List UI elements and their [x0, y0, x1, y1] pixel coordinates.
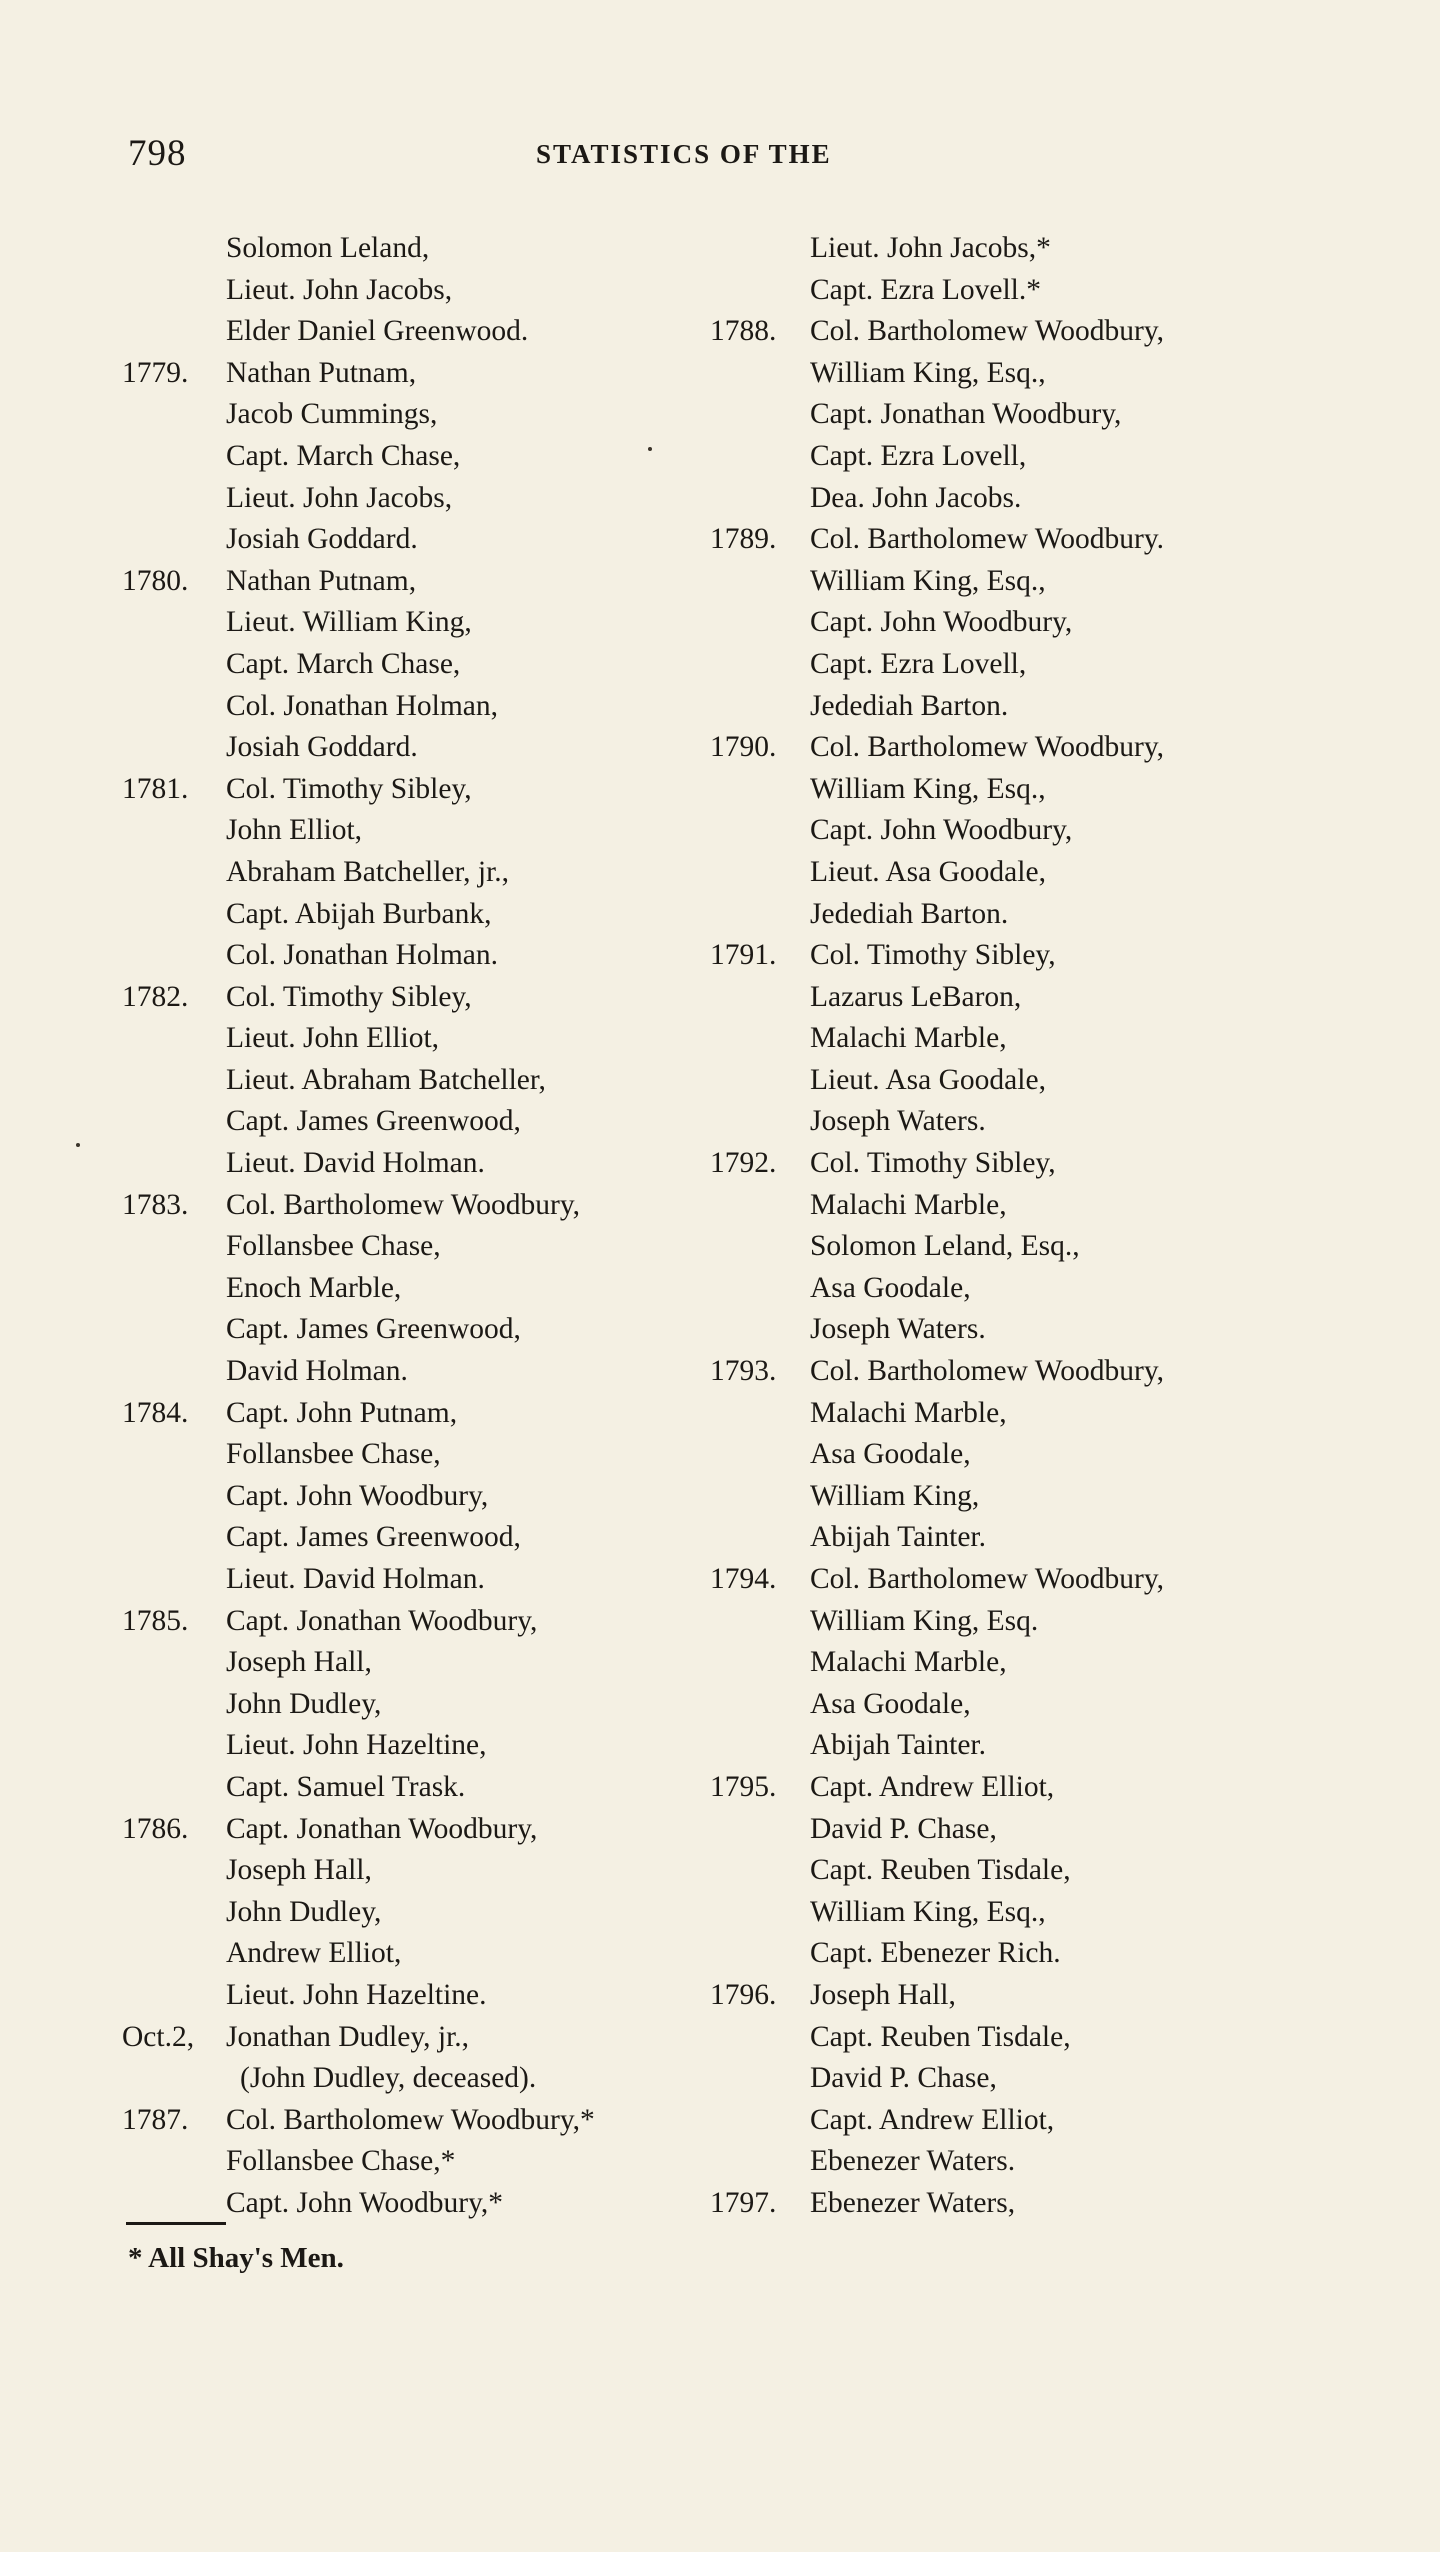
person-name: Asa Goodale, — [810, 1687, 971, 1720]
person-name: Capt. Ezra Lovell, — [810, 439, 1027, 472]
person-name: Lieut. John Jacobs, — [226, 273, 453, 306]
person-name: Capt. Abijah Burbank, — [226, 897, 492, 930]
person-name: Lazarus LeBaron, — [810, 980, 1022, 1013]
person-name: Capt. Ebenezer Rich. — [810, 1937, 1061, 1970]
person-name: William King, Esq., — [810, 772, 1046, 805]
person-name: Col. Timothy Sibley, — [810, 1147, 1056, 1180]
person-name: Lieut. John Elliot, — [226, 1022, 440, 1055]
person-name: Lieut. John Jacobs, — [226, 481, 453, 514]
person-name: Col. Bartholomew Woodbury, — [226, 1188, 581, 1221]
person-name: Capt. Andrew Elliot, — [810, 1770, 1055, 1803]
year-label: 1779. — [122, 356, 189, 389]
person-name: Ebenezer Waters. — [810, 2145, 1016, 2178]
year-label: 1796. — [710, 1978, 777, 2011]
person-name: Col. Jonathan Holman. — [226, 939, 499, 972]
person-name: William King, Esq., — [810, 356, 1046, 389]
person-name: Malachi Marble, — [810, 1188, 1007, 1221]
person-name: David Holman. — [226, 1355, 408, 1388]
person-name: Col. Bartholomew Woodbury, — [810, 1355, 1165, 1388]
person-name: Jacob Cummings, — [226, 398, 438, 431]
person-name: William King, Esq., — [810, 564, 1046, 597]
person-name: Lieut. Abraham Batcheller, — [226, 1063, 546, 1096]
person-name: Malachi Marble, — [810, 1646, 1007, 1679]
year-label: 1781. — [122, 772, 189, 805]
person-name: Asa Goodale, — [810, 1271, 971, 1304]
person-name: Capt. James Greenwood, — [226, 1313, 521, 1346]
person-name: (John Dudley, deceased). — [240, 2062, 537, 2095]
person-name: Malachi Marble, — [810, 1022, 1007, 1055]
person-name: Josiah Goddard. — [226, 523, 418, 556]
person-name: Solomon Leland, — [226, 232, 430, 264]
person-name: Enoch Marble, — [226, 1271, 402, 1304]
year-label: 1794. — [710, 1563, 777, 1595]
person-name: Col. Bartholomew Woodbury,* — [226, 2103, 595, 2136]
person-name: Elder Daniel Greenwood. — [226, 315, 529, 348]
year-label: 1795. — [710, 1770, 777, 1803]
person-name: Lieut. Asa Goodale, — [810, 855, 1046, 888]
person-name: Follansbee Chase,* — [226, 2145, 456, 2178]
person-name: Lieut. Asa Goodale, — [810, 1063, 1046, 1096]
person-name: Malachi Marble, — [810, 1396, 1007, 1429]
person-name: Capt. Reuben Tisdale, — [810, 1854, 1071, 1887]
person-name: Joseph Hall, — [810, 1978, 956, 2011]
print-speck — [76, 1143, 80, 1147]
print-speck — [648, 447, 652, 451]
person-name: Andrew Elliot, — [226, 1937, 402, 1970]
person-name: Capt. James Greenwood, — [226, 1105, 521, 1138]
person-name: Capt. Jonathan Woodbury, — [226, 1812, 538, 1845]
year-label: Oct.2, — [122, 2020, 195, 2053]
person-name: Solomon Leland, Esq., — [810, 1230, 1080, 1263]
year-label: 1784. — [122, 1396, 189, 1429]
person-name: Lieut. John Jacobs,* — [810, 232, 1051, 264]
person-name: Lieut. David Holman. — [226, 1147, 485, 1180]
person-name: Asa Goodale, — [810, 1438, 971, 1471]
person-name: Capt. Reuben Tisdale, — [810, 2020, 1071, 2053]
person-name: Ebenezer Waters, — [810, 2186, 1016, 2219]
person-name: Joseph Hall, — [226, 1646, 372, 1679]
person-name: William King, Esq., — [810, 1895, 1046, 1928]
footnote-rule — [126, 2222, 226, 2225]
person-name: Lieut. William King, — [226, 606, 472, 639]
year-label: 1786. — [122, 1812, 189, 1845]
year-label: 1785. — [122, 1604, 189, 1637]
person-name: David P. Chase, — [810, 1812, 997, 1845]
person-name: Abraham Batcheller, jr., — [226, 855, 510, 888]
year-label: 1782. — [122, 980, 189, 1013]
person-name: Col. Bartholomew Woodbury. — [810, 523, 1165, 556]
person-name: David P. Chase, — [810, 2062, 997, 2095]
person-name: Col. Bartholomew Woodbury, — [810, 1563, 1165, 1595]
person-name: Col. Timothy Sibley, — [810, 939, 1056, 972]
person-name: Col. Bartholomew Woodbury, — [810, 315, 1165, 348]
person-name: Col. Bartholomew Woodbury, — [810, 731, 1165, 764]
person-name: William King, Esq. — [810, 1604, 1039, 1637]
person-name: Col. Jonathan Holman, — [226, 689, 499, 722]
year-label: 1780. — [122, 564, 189, 597]
year-label: 1789. — [710, 523, 777, 556]
person-name: Capt. James Greenwood, — [226, 1521, 521, 1554]
person-name: Follansbee Chase, — [226, 1230, 441, 1263]
person-name: Joseph Hall, — [226, 1854, 372, 1887]
person-name: Col. Timothy Sibley, — [226, 980, 472, 1013]
person-name: Jedediah Barton. — [810, 689, 1009, 722]
person-name: Capt. John Woodbury, — [810, 606, 1073, 639]
person-name: Capt. Samuel Trask. — [226, 1770, 466, 1803]
person-name: Nathan Putnam, — [226, 564, 417, 597]
footnote: * All Shay's Men. — [128, 2242, 344, 2274]
year-label: 1791. — [710, 939, 777, 972]
person-name: Joseph Waters. — [810, 1105, 986, 1138]
person-name: Joseph Waters. — [810, 1313, 986, 1346]
person-name: Capt. March Chase, — [226, 439, 461, 472]
person-name: Capt. Andrew Elliot, — [810, 2103, 1055, 2136]
year-label: 1787. — [122, 2103, 189, 2136]
page-number: 798 — [128, 133, 187, 174]
person-name: Nathan Putnam, — [226, 356, 417, 389]
person-name: Capt. John Woodbury, — [810, 814, 1073, 847]
person-name: Capt. John Woodbury,* — [226, 2186, 504, 2219]
person-name: Capt. Jonathan Woodbury, — [810, 398, 1122, 431]
person-name: Dea. John Jacobs. — [810, 481, 1022, 514]
person-name: Abijah Tainter. — [810, 1521, 986, 1554]
year-label: 1788. — [710, 315, 777, 348]
year-label: 1783. — [122, 1188, 189, 1221]
person-name: John Dudley, — [226, 1895, 382, 1928]
year-label: 1792. — [710, 1147, 777, 1180]
running-title: STATISTICS OF THE — [536, 139, 832, 169]
year-label: 1797. — [710, 2186, 777, 2219]
year-label: 1793. — [710, 1355, 777, 1388]
person-name: Capt. Ezra Lovell, — [810, 647, 1027, 680]
person-name: Lieut. David Holman. — [226, 1563, 485, 1595]
person-name: Jedediah Barton. — [810, 897, 1009, 930]
person-name: Jonathan Dudley, jr., — [226, 2020, 470, 2053]
person-name: Capt. Jonathan Woodbury, — [226, 1604, 538, 1637]
person-name: Capt. March Chase, — [226, 647, 461, 680]
person-name: Josiah Goddard. — [226, 731, 418, 764]
person-name: Lieut. John Hazeltine. — [226, 1978, 487, 2011]
person-name: Capt. Ezra Lovell.* — [810, 273, 1042, 306]
person-name: John Elliot, — [226, 814, 363, 847]
person-name: Capt. John Woodbury, — [226, 1479, 489, 1512]
person-name: Col. Timothy Sibley, — [226, 772, 472, 805]
person-name: Abijah Tainter. — [810, 1729, 986, 1762]
person-name: Capt. John Putnam, — [226, 1396, 458, 1429]
person-name: John Dudley, — [226, 1687, 382, 1720]
year-label: 1790. — [710, 731, 777, 764]
person-name: Lieut. John Hazeltine, — [226, 1729, 487, 1762]
person-name: William King, — [810, 1479, 980, 1512]
person-name: Follansbee Chase, — [226, 1438, 441, 1471]
